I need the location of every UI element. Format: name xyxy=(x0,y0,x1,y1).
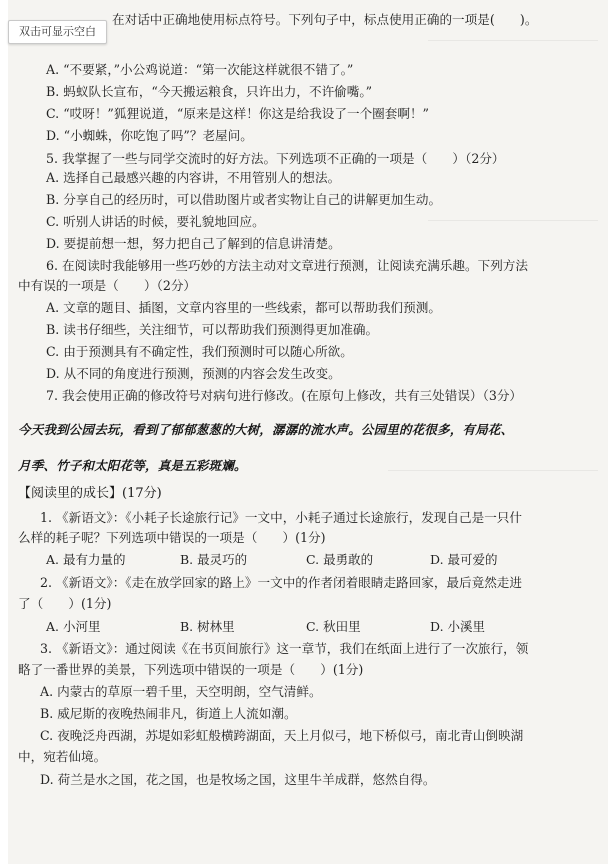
answer-option: C. 秋田里 xyxy=(306,619,361,634)
question-line: 么样的耗子呢？下列选项中错误的一项是（ ）(1分) xyxy=(18,530,326,545)
question-line: 3. 《新语文》：通过阅读《在书页间旅行》这一章节，我们在纸面上进行了一次旅行，领 xyxy=(40,641,529,656)
question-line: 略了一番世界的美景，下列选项中错误的一项是（ ）(1分) xyxy=(18,662,364,677)
question-line: A. 文章的题目、插图，文章内容里的一些线索，都可以帮助我们预测。 xyxy=(46,300,441,315)
section-heading: 【阅读里的成长】(17分) xyxy=(18,486,162,501)
question-line: 在对话中正确地使用标点符号。下列句子中，标点使用正确的一项是( )。 xyxy=(112,12,538,27)
question-line: C. 由于预测具有不确定性，我们预测时可以随心所欲。 xyxy=(46,344,353,359)
answer-option: B. 最灵巧的 xyxy=(180,552,248,567)
question-line: D. 要提前想一想，努力把自己了解到的信息讲清楚。 xyxy=(46,236,341,251)
faulty-sentence-line: 今天我到公园去玩，看到了郁郁葱葱的大树，潺潺的流水声。公园里的花很多，有局花、 xyxy=(18,422,514,437)
question-line: 中，宛若仙境。 xyxy=(18,749,107,764)
question-line: B. 威尼斯的夜晚热闹非凡，街道上人流如潮。 xyxy=(40,706,297,721)
question-line: A. “不要紧，”小公鸡说道：“第一次能这样就很不错了。” xyxy=(46,62,354,77)
question-line: C. 夜晚泛舟西湖，苏堤如彩虹般横跨湖面，天上月似弓，地下桥似弓，南北青山倒映湖 xyxy=(40,728,524,743)
question-line: 中有误的一项是（ ）（2分） xyxy=(18,278,197,293)
bleed-through-line xyxy=(388,470,598,471)
question-line: C. 听别人讲话的时候，要礼貌地回应。 xyxy=(46,214,265,229)
question-line: 5. 我掌握了一些与同学交流时的好方法。下列选项不正确的一项是（ ）（2分） xyxy=(46,151,505,166)
question-line: C. “哎呀！”狐狸说道，“原来是这样！你这是给我设了一个圈套啊！” xyxy=(46,106,429,121)
bleed-through-line xyxy=(428,220,598,221)
question-line: 7. 我会使用正确的修改符号对病句进行修改。(在原句上修改，共有三处错误）（3分） xyxy=(46,388,523,403)
show-blank-button[interactable]: 双击可显示空白 xyxy=(8,20,107,44)
question-line: 了（ ）(1分) xyxy=(18,596,112,611)
question-line: A. 选择自己最感兴趣的内容讲，不用管别人的想法。 xyxy=(46,170,341,185)
question-line: B. 读书仔细些，关注细节，可以帮助我们预测得更加准确。 xyxy=(46,322,379,337)
answer-option: D. 最可爱的 xyxy=(430,552,498,567)
question-line: D. 从不同的角度进行预测，预测的内容会发生改变。 xyxy=(46,366,341,381)
question-line: 1. 《新语文》：《小耗子长途旅行记》一文中，小耗子通过长途旅行，发现自己是一只什 xyxy=(40,510,522,525)
question-line: D. “小蜘蛛，你吃饱了吗”？老屋问。 xyxy=(46,128,253,143)
question-line: A. 内蒙古的草原一碧千里，天空明朗，空气清鲜。 xyxy=(40,684,322,699)
answer-option: A. 小河里 xyxy=(46,619,101,634)
answer-option: A. 最有力量的 xyxy=(46,552,126,567)
answer-option: D. 小溪里 xyxy=(430,619,486,634)
question-line: B. 蚂蚁队长宣布，“今天搬运粮食，只许出力，不许偷嘴。” xyxy=(46,84,373,99)
question-line: 2. 《新语文》：《走在放学回家的路上》一文中的作者闭着眼睛走路回家，最后竟然走进 xyxy=(40,575,522,590)
question-line: D. 荷兰是水之国，花之国，也是牧场之国，这里牛羊成群，悠然自得。 xyxy=(40,772,436,787)
answer-option: B. 树林里 xyxy=(180,619,235,634)
question-line: B. 分享自己的经历时，可以借助图片或者实物让自己的讲解更加生动。 xyxy=(46,192,442,207)
faulty-sentence-line: 月季、竹子和太阳花等，真是五彩斑斓。 xyxy=(18,458,247,473)
question-line: 6. 在阅读时我能够用一些巧妙的方法主动对文章进行预测，让阅读充满乐趣。下列方法 xyxy=(46,258,528,273)
bleed-through-line xyxy=(428,40,598,41)
answer-option: C. 最勇敢的 xyxy=(306,552,374,567)
